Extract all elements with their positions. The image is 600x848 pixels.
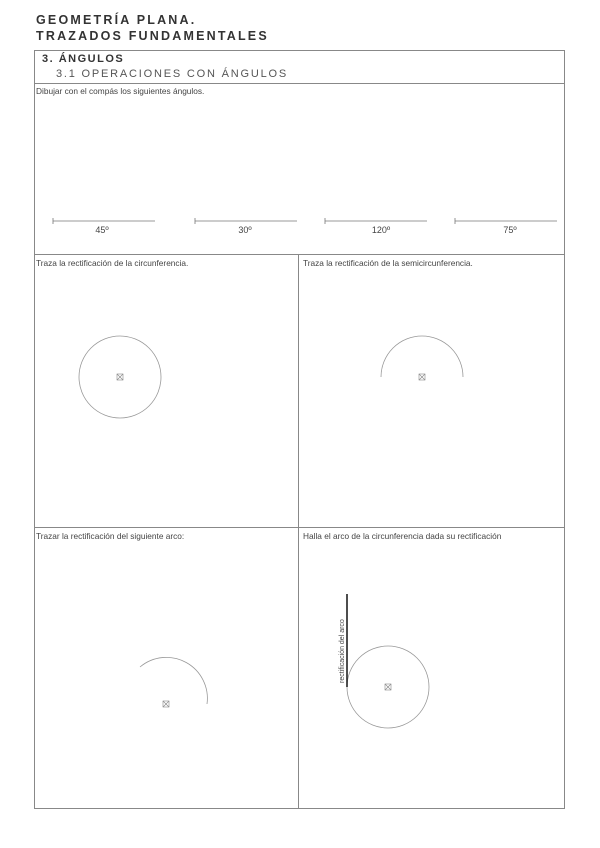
exercise4-instruction: Trazar la rectificación del siguiente arco: bbox=[36, 531, 185, 541]
angle-label-1: 45º bbox=[95, 225, 109, 235]
worksheet-title-line1: GEOMETRÍA PLANA. bbox=[36, 13, 197, 27]
center-mark-2 bbox=[419, 374, 425, 380]
center-mark-4 bbox=[385, 684, 391, 690]
angle-label-2: 30º bbox=[238, 225, 252, 235]
angle-label-4: 75º bbox=[503, 225, 517, 235]
semicircle bbox=[381, 336, 463, 377]
exercise2-instruction: Traza la rectificación de la circunferencia. bbox=[36, 258, 189, 268]
center-mark-1 bbox=[117, 374, 123, 380]
angle-label-3: 120º bbox=[371, 225, 391, 235]
exercise3-instruction: Traza la rectificación de la semicircunferencia. bbox=[303, 258, 473, 268]
section-subtitle: 3.1 OPERACIONES CON ÁNGULOS bbox=[56, 68, 288, 80]
exercise1-instruction: Dibujar con el compás los siguientes ángulos. bbox=[36, 86, 205, 96]
worksheet-title-line2: TRAZADOS FUNDAMENTALES bbox=[36, 29, 269, 43]
section-title: 3. ÁNGULOS bbox=[42, 53, 125, 65]
center-mark-3 bbox=[163, 701, 169, 707]
exercise5-instruction: Halla el arco de la circunferencia dada su rectificación bbox=[303, 531, 502, 541]
arc bbox=[140, 657, 207, 704]
rectification-label: rectificación del arco bbox=[339, 619, 346, 683]
